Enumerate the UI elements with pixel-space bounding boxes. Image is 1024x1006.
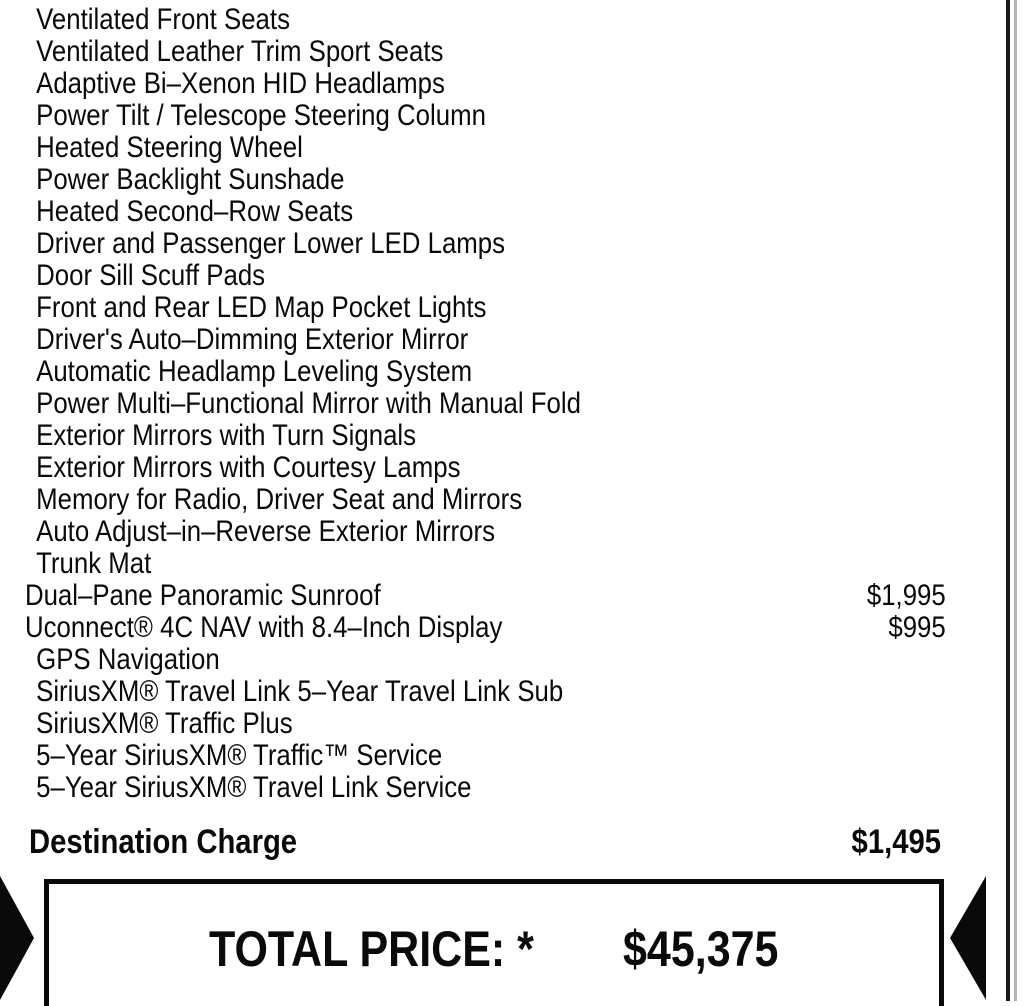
destination-charge-price: $1,495 [851,823,941,861]
feature-line-item [0,260,960,292]
feature-line-text: Power Backlight Sunshade [36,163,345,196]
feature-list [0,4,960,804]
feature-line-item [0,740,960,772]
feature-line-item [0,708,960,740]
feature-line-text: 5–Year SiriusXM® Travel Link Service [36,771,472,804]
feature-line-item [0,452,960,484]
feature-line-price: $995 [888,611,946,644]
feature-line-text: Heated Second–Row Seats [36,195,354,228]
total-price-label: TOTAL PRICE: * [209,921,534,977]
left-pointer-arrow-icon [0,876,34,1000]
feature-line-text: Front and Rear LED Map Pocket Lights [36,291,487,324]
feature-line-item [0,644,960,676]
feature-line-item [0,676,960,708]
feature-line-text: Memory for Radio, Driver Seat and Mirrors [36,483,523,516]
total-price-value: $45,375 [623,921,779,977]
feature-line-item [0,420,960,452]
feature-line-item [0,196,960,228]
feature-line-text: GPS Navigation [36,643,220,676]
feature-line-text: Ventilated Leather Trim Sport Seats [36,35,444,68]
feature-line-text: Heated Steering Wheel [36,131,303,164]
feature-line-item [0,612,960,644]
feature-line-text: Adaptive Bi–Xenon HID Headlamps [36,67,445,100]
feature-line-item [0,324,960,356]
feature-line-item [0,4,960,36]
feature-line-item [0,516,960,548]
right-pointer-arrow-icon [950,876,986,1000]
feature-line-text: Power Tilt / Telescope Steering Column [36,99,486,132]
feature-line-text: Auto Adjust–in–Reverse Exterior Mirrors [36,515,495,548]
feature-line-text: Door Sill Scuff Pads [36,259,266,292]
feature-line-text: Driver's Auto–Dimming Exterior Mirror [36,323,469,356]
feature-line-text: Dual–Pane Panoramic Sunroof [24,579,381,612]
feature-line-text: Ventilated Front Seats [36,3,290,36]
right-border-rule [1006,0,1010,1001]
feature-line-text: Power Multi–Functional Mirror with Manual Fold [36,387,581,420]
feature-line-text: Exterior Mirrors with Courtesy Lamps [36,451,461,484]
total-price-box [44,879,944,1006]
destination-charge-row [29,822,941,862]
feature-line-item [0,356,960,388]
feature-line-item [0,36,960,68]
feature-line-item [0,548,960,580]
feature-line-item [0,292,960,324]
feature-line-item [0,132,960,164]
feature-line-item [0,772,960,804]
feature-line-text: Exterior Mirrors with Turn Signals [36,419,417,452]
feature-line-item [0,164,960,196]
feature-line-item [0,68,960,100]
feature-line-text: SiriusXM® Travel Link 5–Year Travel Link Sub [36,675,564,708]
feature-line-item [0,580,960,612]
feature-line-text: SiriusXM® Traffic Plus [36,707,293,740]
feature-line-item [0,388,960,420]
feature-line-text: Uconnect® 4C NAV with 8.4–Inch Display [24,611,503,644]
destination-charge-label: Destination Charge [29,823,298,861]
feature-line-text: Trunk Mat [36,547,152,580]
feature-line-text: Automatic Headlamp Leveling System [36,355,473,388]
feature-line-text: 5–Year SiriusXM® Traffic™ Service [36,739,443,772]
feature-line-item [0,228,960,260]
feature-line-price: $1,995 [867,579,946,612]
feature-line-item [0,100,960,132]
feature-line-item [0,484,960,516]
right-border-shadow [1014,0,1017,1001]
feature-line-text: Driver and Passenger Lower LED Lamps [36,227,506,260]
